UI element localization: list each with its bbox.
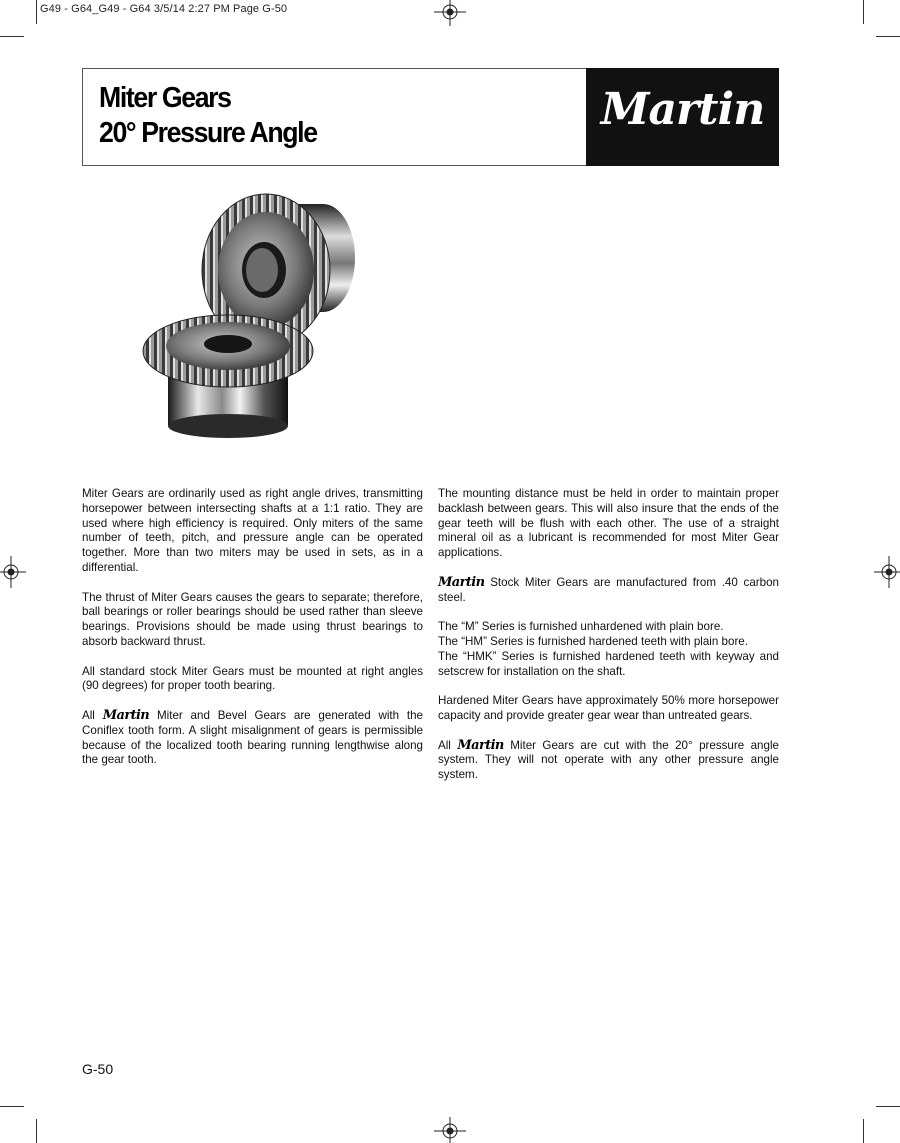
paragraph-right-2 <box>438 576 779 606</box>
registration-mark-left-icon <box>0 556 26 588</box>
series-hm-text: The “HM” Series is furnished hardened teeth with plain bore. <box>438 634 748 648</box>
registration-mark-top-icon <box>434 0 466 26</box>
print-slug: G49 - G64_G49 - G64 3/5/14 2:27 PM Page G-50 <box>40 3 288 15</box>
series-hmk-text: The “HMK” Series is furnished hardened teeth with keyway and setscrew for installation on the shaft. <box>438 649 779 678</box>
crop-mark-top-right-v <box>863 0 864 24</box>
paragraph-left-2: The thrust of Miter Gears causes the gears to separate; therefore, ball bearings or roller bearings should be used rather than sleeve bearings. Provisions should be made using thrust bearings to absorb backward thrust. <box>82 590 423 648</box>
crop-mark-top-right-h <box>876 36 900 37</box>
crop-mark-bottom-left-v <box>36 1119 37 1143</box>
title-line-2: 20° Pressure Angle <box>99 117 317 149</box>
registration-mark-right-icon <box>874 556 900 588</box>
paragraph-left-1: Miter Gears are ordinarily used as right angle drives, transmitting horsepower between intersecting shafts at a 1:1 ratio. They are used where high efficiency is required. Only miters of the same number of teeth, pitch, and pressure angle can be operated together. More than two miters may be used in sets, as in a differential. <box>82 487 423 574</box>
paragraph-right-4: Hardened Miter Gears have approximately 50% more horsepower capacity and provide greater gear wear than untreated gears. <box>438 694 779 722</box>
crop-mark-top-left-v <box>36 0 37 24</box>
martin-inline-logo: Martin <box>457 737 504 753</box>
crop-mark-bottom-right-h <box>876 1106 900 1107</box>
crop-mark-top-left-h <box>0 36 24 37</box>
crop-mark-bottom-right-v <box>863 1119 864 1143</box>
header-box <box>82 68 779 166</box>
martin-logo-text: Martin <box>600 84 765 135</box>
paragraph-right-5-prefix: All <box>438 738 451 752</box>
crop-mark-bottom-left-h <box>0 1106 24 1107</box>
page-title <box>99 81 317 151</box>
series-m-text: The “M” Series is furnished unhardened with plain bore. <box>438 620 724 634</box>
paragraph-right-1: The mounting distance must be held in order to maintain proper backlash between gears. This will also insure that the ends of the gear teeth will be flush with each other. The use of a straight mineral oil as a lubricant is recommended for most Miter Gear applications. <box>438 487 779 560</box>
title-line-1: Miter Gears <box>99 82 231 114</box>
martin-logo <box>586 68 779 166</box>
paragraph-right-5 <box>438 739 779 783</box>
martin-inline-logo: Martin <box>438 574 485 590</box>
paragraph-right-5-text: Miter Gears are cut with the 20° pressure angle system. They will not operate with any other pressure angle system. <box>438 738 779 782</box>
paragraph-left-4-prefix: All <box>82 708 95 722</box>
paragraph-left-4 <box>82 709 423 768</box>
paragraph-left-4-text: Miter and Bevel Gears are generated with the Coniflex tooth form. A slight misalignment of gears is permissible because of the localized tooth bearing running lengthwise along the gear tooth. <box>82 708 423 767</box>
paragraph-left-3: All standard stock Miter Gears must be mounted at right angles (90 degrees) for proper tooth bearing. <box>82 664 423 693</box>
paragraph-right-2-text: Stock Miter Gears are manufactured from .40 carbon steel. <box>438 575 779 604</box>
right-column <box>438 487 779 798</box>
left-column <box>82 487 423 783</box>
registration-mark-bottom-icon <box>434 1117 466 1143</box>
page-number: G-50 <box>82 1061 114 1077</box>
miter-gears-photo-icon <box>138 186 363 446</box>
martin-inline-logo: Martin <box>102 707 150 723</box>
